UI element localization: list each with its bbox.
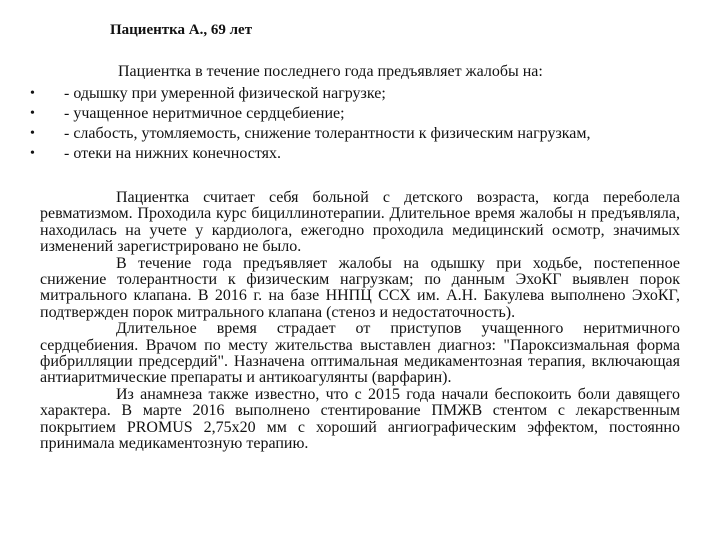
anamnesis-text (40, 190, 680, 453)
paragraph-history: Пациентка считает себя больной с детского возраста, когда переболела ревматизмом. Проходила курс бициллинотерапии. Длительное время жалобы н предъявляла, находилась на учете у кардиолога, ежегодно проходила медицинский осмотр, значимых изменений зарегистрировано не было. (40, 189, 680, 256)
paragraph-echo: В течение года предъявляет жалобы на одышку при ходьбе, постепенное снижение толерантности к физическим нагрузкам; по данным ЭхоКГ выявлен порок митрального клапана. В 2016 г. на базе ННПЦ ССХ им. А.Н. Бакулева выполнено ЭхоКГ, подтвержден порок митрального клапана (стеноз и недостаточность). (40, 254, 680, 321)
complaint-text: - слабость, утомляемость, снижение толерантности к физическим нагрузкам, (64, 125, 591, 142)
list-item (30, 124, 591, 144)
bullet-icon: • (30, 126, 35, 141)
complaint-text: - учащенное неритмичное сердцебиение; (64, 105, 345, 122)
page-title: Пациентка А., 69 лет (110, 22, 253, 38)
bullet-icon: • (30, 106, 35, 121)
complaint-text: - одышку при умеренной физической нагрузке; (64, 85, 386, 102)
bullet-icon: • (30, 146, 35, 161)
list-item (30, 104, 591, 124)
paragraph-arrhythmia: Длительное время страдает от приступов учащенного неритмичного сердцебиения. Врачом по месту жительства выставлен диагноз: "Пароксизмальная форма фибрилляции предсердий". Назначена оптимальная медикаментозная терапия, включающая антиаритмические препараты и антикоагулянты (варфарин). (40, 320, 680, 387)
paragraph-stenting: Из анамнеза также известно, что с 2015 года начали беспокоить боли давящего характера. В марте 2016 выполнено стентирование ПМЖВ стентом с лекарственным покрытием PROMUS 2,75х20 мм с хороший ангиографическим эффектом, постоянно принимала медикаментозную терапию. (40, 385, 680, 453)
complaints-intro: Пациентка в течение последнего года предъявляет жалобы на: (118, 63, 543, 80)
complaints-list (30, 84, 591, 164)
list-item (30, 144, 591, 164)
complaint-text: - отеки на нижних конечностях. (64, 145, 281, 162)
list-item (30, 84, 591, 104)
bullet-icon: • (30, 86, 35, 101)
